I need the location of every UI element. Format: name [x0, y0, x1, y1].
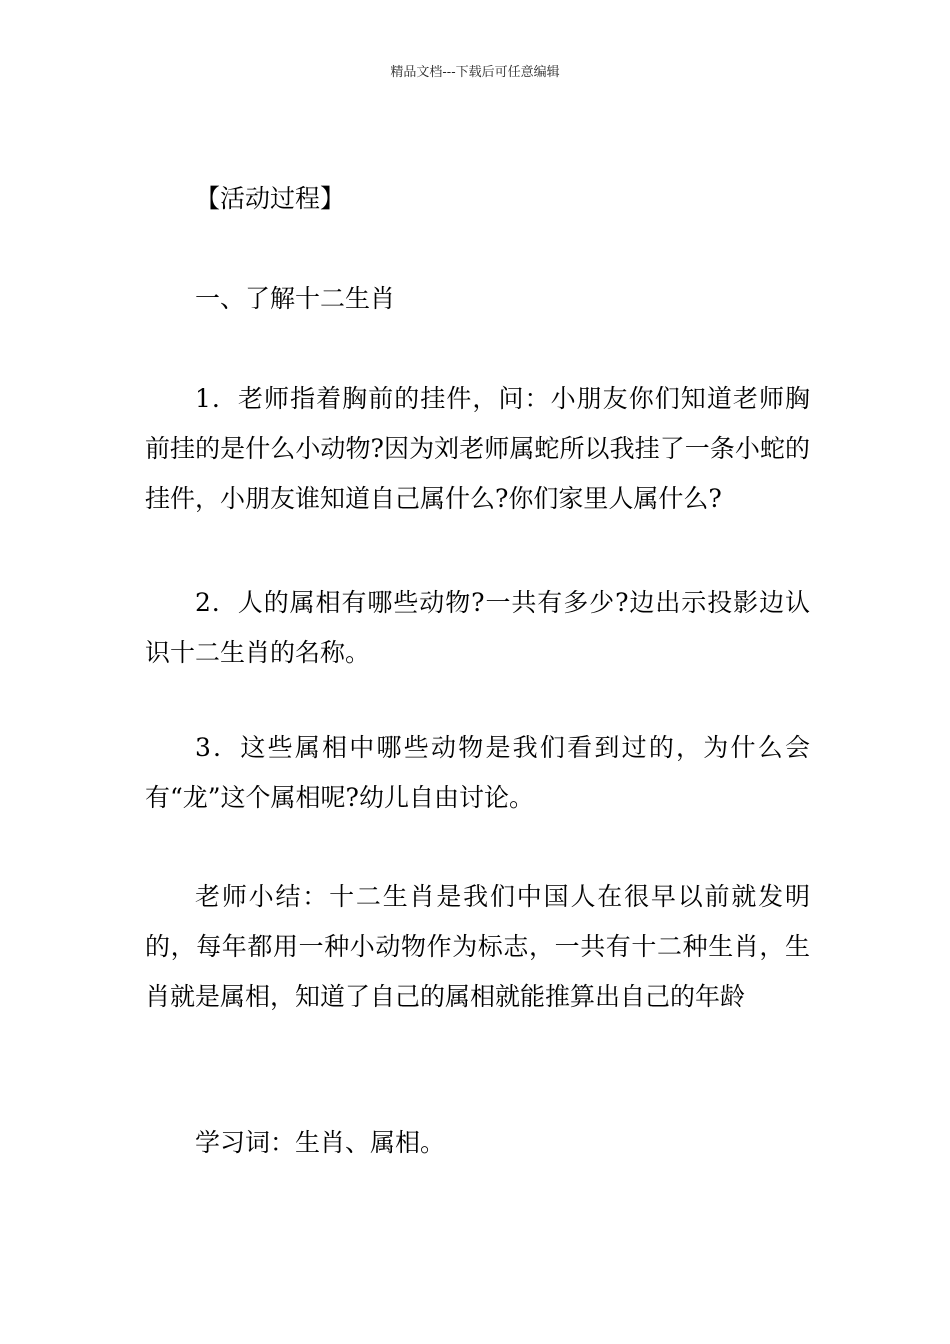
paragraph-item-2: 2．人的属相有哪些动物?一共有多少?边出示投影边认识十二生肖的名称。 [145, 588, 810, 667]
paragraph-item-1: 1．老师指着胸前的挂件，问：小朋友你们知道老师胸前挂的是什么小动物?因为刘老师属蛇所以我挂了一条小蛇的挂件，小朋友谁知道自己属什么?你们家里人属什么? [145, 384, 810, 513]
paragraph-teacher-summary: 老师小结：十二生肖是我们中国人在很早以前就发明的，每年都用一种小动物作为标志，一共有十二种生肖，生肖就是属相，知道了自己的属相就能推算出自己的年龄 [145, 882, 810, 1011]
paragraph-item-3: 3．这些属相中哪些动物是我们看到过的，为什么会有“龙”这个属相呢?幼儿自由讨论。 [145, 733, 810, 812]
section-title: 【活动过程】 [195, 184, 346, 213]
paragraph-vocabulary: 学习词：生肖、属相。 [195, 1128, 446, 1157]
page-header: 精品文档---下载后可任意编辑 [390, 65, 560, 80]
heading-understand-zodiac: 一、了解十二生肖 [195, 284, 396, 313]
